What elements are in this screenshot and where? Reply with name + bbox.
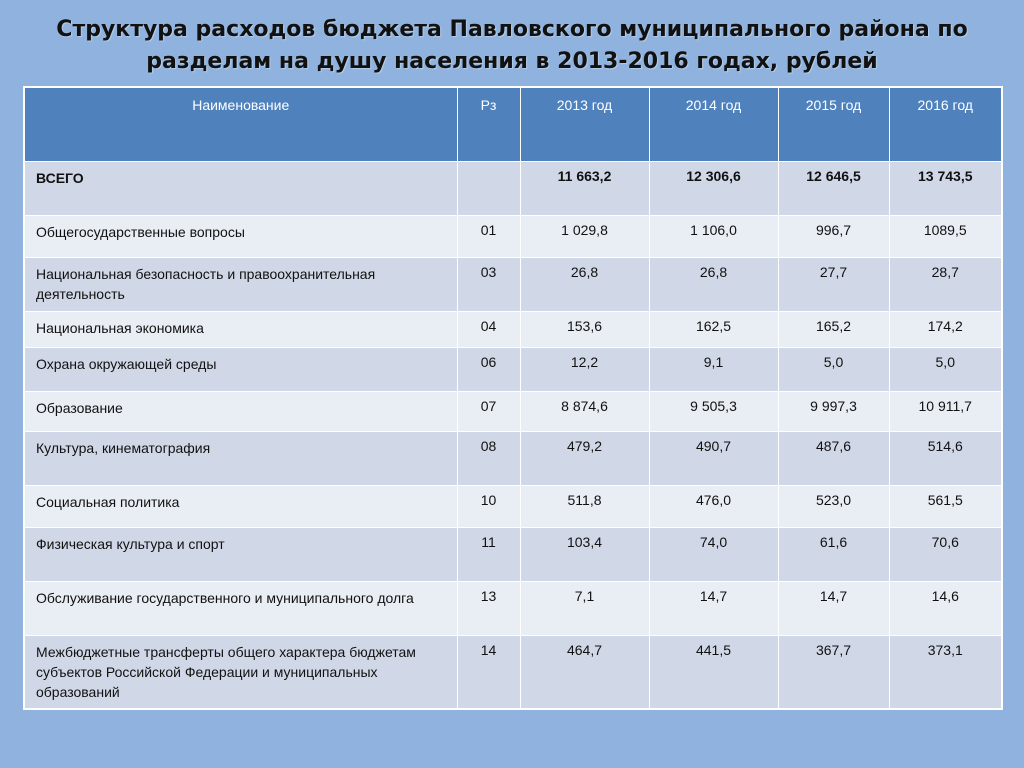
row-2013: 479,2: [520, 432, 649, 486]
row-2014: 162,5: [649, 312, 778, 348]
row-name: Образование: [24, 392, 457, 432]
row-2015: 12 646,5: [778, 162, 889, 216]
row-2013: 153,6: [520, 312, 649, 348]
row-code: 01: [457, 216, 520, 258]
row-2016: 14,6: [889, 582, 1002, 636]
row-2015: 14,7: [778, 582, 889, 636]
row-2013: 103,4: [520, 528, 649, 582]
title-line-1: Структура расходов бюджета Павловского муниципального района по: [56, 17, 968, 42]
row-2015: 9 997,3: [778, 392, 889, 432]
table-row: [24, 216, 1002, 258]
row-2014: 12 306,6: [649, 162, 778, 216]
row-code: 10: [457, 486, 520, 528]
row-code: 03: [457, 258, 520, 312]
row-2014: 476,0: [649, 486, 778, 528]
row-2013: 26,8: [520, 258, 649, 312]
row-name: Национальная безопасность и правоохранительная деятельность: [24, 258, 457, 312]
row-code: 13: [457, 582, 520, 636]
row-2013: 7,1: [520, 582, 649, 636]
header-2015: 2015 год: [778, 87, 889, 162]
table-row: [24, 258, 1002, 312]
row-2014: 1 106,0: [649, 216, 778, 258]
row-2016: 1089,5: [889, 216, 1002, 258]
row-2016: 373,1: [889, 636, 1002, 710]
table-row: [24, 312, 1002, 348]
row-2015: 523,0: [778, 486, 889, 528]
row-2016: 10 911,7: [889, 392, 1002, 432]
row-name: Охрана окружающей среды: [24, 348, 457, 392]
row-name: Национальная экономика: [24, 312, 457, 348]
row-name: Физическая культура и спорт: [24, 528, 457, 582]
row-2015: 367,7: [778, 636, 889, 710]
header-2016: 2016 год: [889, 87, 1002, 162]
row-2014: 490,7: [649, 432, 778, 486]
row-code: 14: [457, 636, 520, 710]
row-code: 04: [457, 312, 520, 348]
row-2015: 5,0: [778, 348, 889, 392]
row-name: Межбюджетные трансферты общего характера бюджетам субъектов Российской Федерации и муниципальных образований: [24, 636, 457, 710]
row-code: 06: [457, 348, 520, 392]
row-name: Социальная политика: [24, 486, 457, 528]
row-2016: 514,6: [889, 432, 1002, 486]
header-2014: 2014 год: [649, 87, 778, 162]
row-2014: 9,1: [649, 348, 778, 392]
row-2016: 5,0: [889, 348, 1002, 392]
table-row: [24, 392, 1002, 432]
row-code: 07: [457, 392, 520, 432]
row-2013: 511,8: [520, 486, 649, 528]
row-2013: 8 874,6: [520, 392, 649, 432]
header-2013: 2013 год: [520, 87, 649, 162]
row-code: [457, 162, 520, 216]
row-2015: 996,7: [778, 216, 889, 258]
row-2014: 74,0: [649, 528, 778, 582]
table-header-row: [24, 87, 1002, 162]
budget-table: [23, 86, 1003, 710]
row-2014: 9 505,3: [649, 392, 778, 432]
row-2013: 11 663,2: [520, 162, 649, 216]
row-2013: 1 029,8: [520, 216, 649, 258]
title-line-2: разделам на душу населения в 2013-2016 годах, рублей: [146, 49, 878, 74]
row-2014: 14,7: [649, 582, 778, 636]
table-row: [24, 636, 1002, 710]
row-2015: 27,7: [778, 258, 889, 312]
row-2014: 441,5: [649, 636, 778, 710]
header-code: Рз: [457, 87, 520, 162]
row-2015: 61,6: [778, 528, 889, 582]
table-row: [24, 348, 1002, 392]
row-code: 11: [457, 528, 520, 582]
row-2016: 13 743,5: [889, 162, 1002, 216]
table-row-total: [24, 162, 1002, 216]
table-row: [24, 432, 1002, 486]
table-row: [24, 582, 1002, 636]
row-2013: 12,2: [520, 348, 649, 392]
table-row: [24, 486, 1002, 528]
row-2015: 487,6: [778, 432, 889, 486]
row-2014: 26,8: [649, 258, 778, 312]
row-2016: 70,6: [889, 528, 1002, 582]
row-name: ВСЕГО: [24, 162, 457, 216]
row-2016: 174,2: [889, 312, 1002, 348]
page-title: [0, 14, 1024, 78]
row-name: Общегосударственные вопросы: [24, 216, 457, 258]
row-name: Обслуживание государственного и муниципального долга: [24, 582, 457, 636]
table-row: [24, 528, 1002, 582]
row-2016: 28,7: [889, 258, 1002, 312]
row-2016: 561,5: [889, 486, 1002, 528]
row-2015: 165,2: [778, 312, 889, 348]
row-code: 08: [457, 432, 520, 486]
header-name: Наименование: [24, 87, 457, 162]
row-2013: 464,7: [520, 636, 649, 710]
row-name: Культура, кинематография: [24, 432, 457, 486]
